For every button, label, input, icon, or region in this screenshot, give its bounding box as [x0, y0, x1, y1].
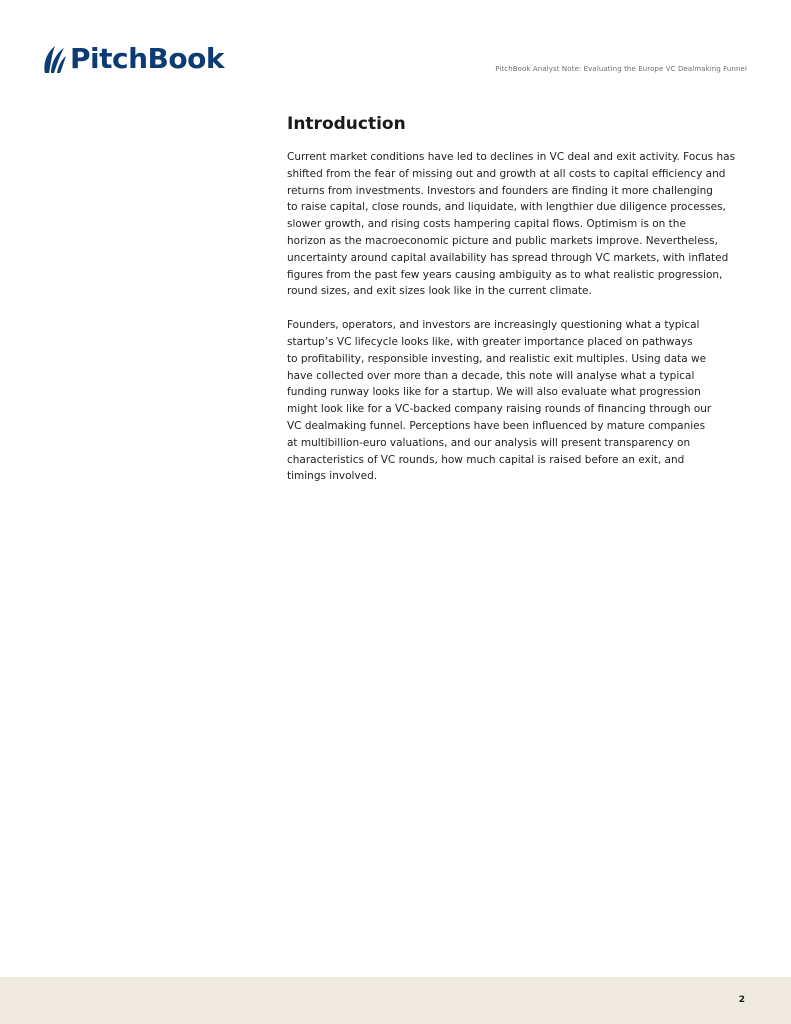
- page-number: 2: [738, 995, 745, 1005]
- text-line: shifted from the fear of missing out and growth at all costs to capital efficiency and: [287, 167, 726, 180]
- pitchbook-logo: [41, 42, 224, 76]
- page-footer: [0, 977, 791, 1024]
- text-line: startup’s VC lifecycle looks like, with greater importance placed on pathways: [287, 335, 693, 348]
- paragraph-2: [287, 317, 749, 485]
- document-title: PitchBook Analyst Note: Evaluating the Europe VC Dealmaking Funnel: [495, 65, 747, 73]
- text-line: slower growth, and rising costs hampering capital flows. Optimism is on the: [287, 218, 686, 231]
- text-line: Founders, operators, and investors are increasingly questioning what a typical: [287, 319, 700, 332]
- text-line: horizon as the macroeconomic picture and public markets improve. Nevertheless,: [287, 234, 718, 247]
- main-content: [287, 112, 749, 502]
- text-line: might look like for a VC-backed company raising rounds of financing through our: [287, 403, 712, 416]
- text-line: to profitability, responsible investing, and realistic exit multiples. Using data we: [287, 352, 707, 365]
- text-line: uncertainty around capital availability has spread through VC markets, with inflated: [287, 251, 729, 264]
- text-line: at multibillion-euro valuations, and our analysis will present transparency on: [287, 436, 691, 449]
- text-line: have collected over more than a decade, this note will analyse what a typical: [287, 369, 695, 382]
- text-line: Current market conditions have led to declines in VC deal and exit activity. Focus has: [287, 151, 736, 163]
- text-line: round sizes, and exit sizes look like in the current climate.: [287, 285, 592, 298]
- pitchbook-leaf-logo-icon: [41, 43, 67, 75]
- text-line: returns from investments. Investors and founders are finding it more challenging: [287, 184, 713, 197]
- text-line: to raise capital, close rounds, and liquidate, with lengthier due diligence processes,: [287, 201, 726, 214]
- brand-name: PitchBook: [70, 42, 224, 75]
- text-line: VC dealmaking funnel. Perceptions have been influenced by mature companies: [287, 419, 706, 432]
- paragraph-1: [287, 149, 749, 300]
- text-line: characteristics of VC rounds, how much capital is raised before an exit, and: [287, 453, 685, 466]
- text-line: timings involved.: [287, 470, 378, 483]
- text-line: funding runway looks like for a startup. We will also evaluate what progression: [287, 386, 701, 399]
- section-heading: Introduction: [287, 114, 406, 134]
- text-line: figures from the past few years causing ambiguity as to what realistic progression,: [287, 268, 723, 281]
